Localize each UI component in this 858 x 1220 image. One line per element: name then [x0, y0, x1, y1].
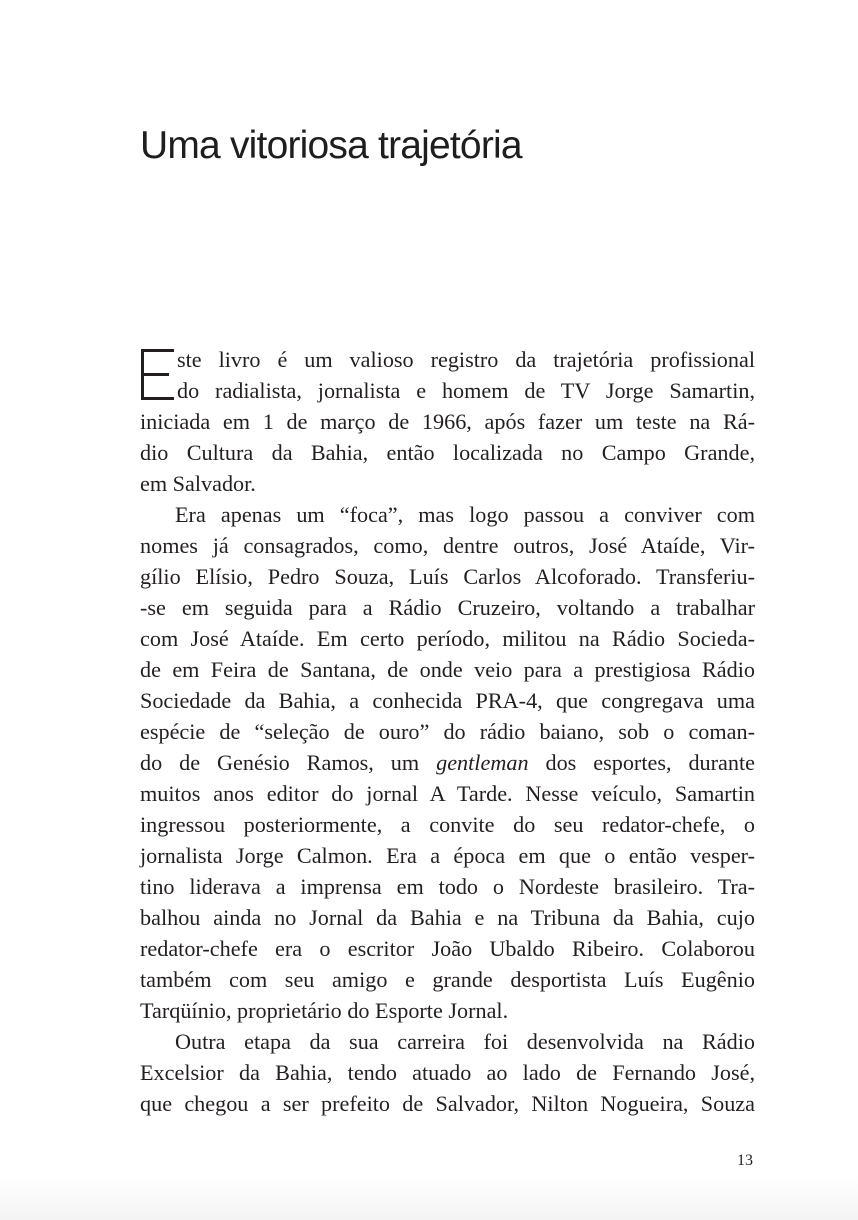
text-line: dio Cultura da Bahia, então localizada no Campo Grande, — [140, 440, 755, 465]
text-line: espécie de “seleção de ouro” do rádio baiano, sob o coman- — [140, 719, 755, 744]
text-line: Era apenas um “foca”, mas logo passou a conviver com — [175, 502, 755, 527]
page-number: 13 — [737, 1152, 753, 1169]
text-line: com José Ataíde. Em certo período, militou na Rádio Socieda- — [140, 626, 755, 651]
body-text — [140, 344, 755, 1119]
text-line: em Salvador. — [140, 471, 256, 496]
italic-word: gentleman — [436, 750, 529, 775]
text-line: redator-chefe era o escritor João Ubaldo Ribeiro. Colaborou — [140, 936, 755, 961]
text-line: Outra etapa da sua carreira foi desenvolvida na Rádio — [175, 1029, 755, 1054]
text-line — [140, 747, 755, 778]
text-line: -se em seguida para a Rádio Cruzeiro, voltando a trabalhar — [140, 595, 755, 620]
text-segment: do de Genésio Ramos, um — [140, 750, 437, 775]
chapter-title: Uma vitoriosa trajetória — [140, 124, 522, 167]
text-line: muitos anos editor do jornal A Tarde. Nesse veículo, Samartin — [140, 781, 755, 806]
text-line: Sociedade da Bahia, a conhecida PRA-4, que congregava uma — [140, 688, 755, 713]
text-line: ste livro é um valioso registro da trajetória profissional — [177, 347, 755, 372]
drop-cap-top-bar — [141, 349, 174, 352]
text-segment: dos esportes, durante — [528, 750, 755, 775]
text-line: tino liderava a imprensa em todo o Nordeste brasileiro. Tra- — [140, 874, 755, 899]
drop-cap-bottom-bar — [141, 397, 174, 400]
text-line: ingressou posteriormente, a convite do seu redator-chefe, o — [140, 812, 755, 837]
text-line: jornalista Jorge Calmon. Era a época em que o então vesper- — [140, 843, 755, 868]
drop-cap — [141, 349, 174, 400]
text-line: iniciada em 1 de março de 1966, após fazer um teste na Rá- — [140, 409, 755, 434]
text-line: também com seu amigo e grande desportista Luís Eugênio — [140, 967, 755, 992]
text-line: Tarqüínio, proprietário do Esporte Jornal. — [140, 998, 509, 1023]
text-line: de em Feira de Santana, de onde veio para a prestigiosa Rádio — [140, 657, 755, 682]
text-line: que chegou a ser prefeito de Salvador, Nilton Nogueira, Souza — [140, 1091, 755, 1116]
text-line: Excelsior da Bahia, tendo atuado ao lado de Fernando José, — [140, 1060, 755, 1085]
drop-cap-middle-bar — [141, 373, 169, 376]
text-line: nomes já consagrados, como, dentre outros, José Ataíde, Vir- — [140, 533, 755, 558]
text-line: balhou ainda no Jornal da Bahia e na Tribuna da Bahia, cujo — [140, 905, 755, 930]
text-line: gílio Elísio, Pedro Souza, Luís Carlos Alcoforado. Transferiu- — [140, 564, 755, 589]
text-line: do radialista, jornalista e homem de TV Jorge Samartin, — [177, 378, 755, 403]
